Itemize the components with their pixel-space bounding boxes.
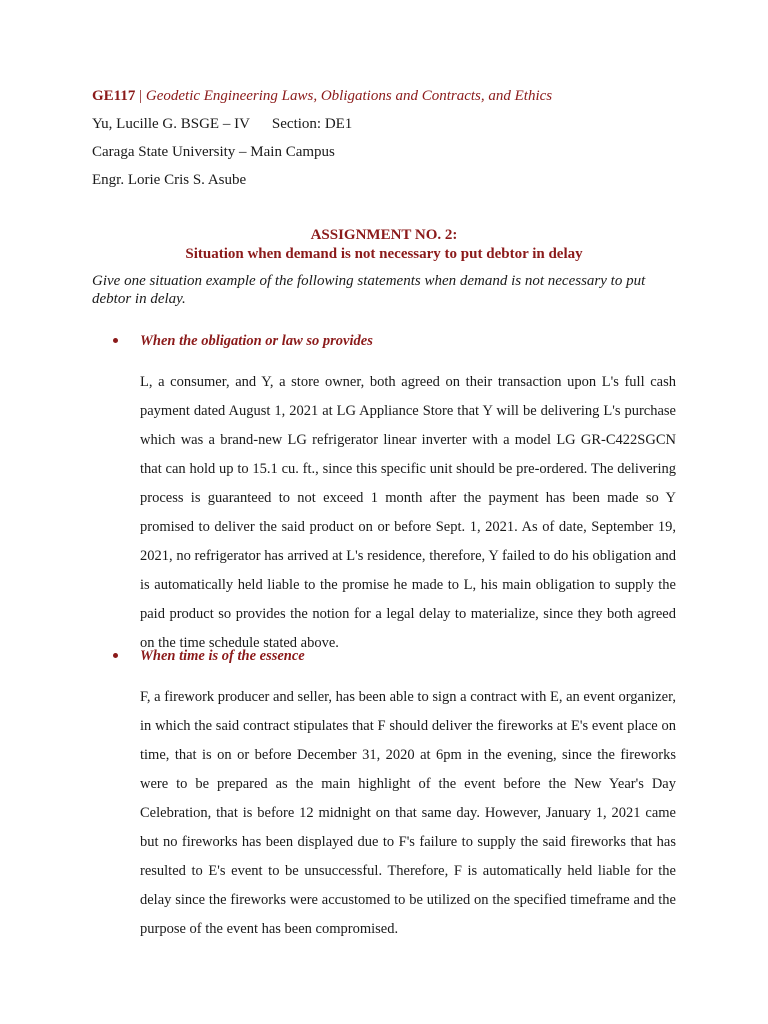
section-heading-1 [113, 331, 373, 351]
section-heading-text: When the obligation or law so provides [140, 333, 373, 349]
bullet-icon [113, 338, 118, 343]
university-line: Caraga State University – Main Campus [92, 144, 335, 160]
section-heading-text: When time is of the essence [140, 648, 305, 664]
bullet-icon [113, 653, 118, 658]
course-header [92, 86, 552, 106]
section-heading-2 [113, 646, 305, 666]
course-title: Geodetic Engineering Laws, Obligations and Contracts, and Ethics [145, 88, 553, 104]
student-line [92, 114, 352, 134]
assignment-number: ASSIGNMENT NO. 2: [310, 227, 458, 243]
assignment-prompt: Give one situation example of the following statements when demand is not necessary to put debtor in delay. [92, 273, 646, 307]
course-separator: | [139, 88, 143, 104]
student-name: Yu, Lucille G. BSGE – IV [92, 116, 250, 132]
section-paragraph-2: F, a firework producer and seller, has been able to sign a contract with E, an event organizer, in which the said contract stipulates that F should deliver the fireworks at E's event place on time, that is on or before December 31, 2020 at 6pm in the evening, since the fireworks were to be prepared as the main highlight of the event before the New Year's Day Celebration, that is before 12 midnight on that same day. However, January 1, 2021 came but no fireworks has been displayed due to F's failure to supply the said fireworks that has resulted to E's event to be unsuccessful. Therefore, F is automatically held liable for the delay since the fireworks were accustomed to be utilized on the specified timeframe and the purpose of the event has been compromised. [140, 689, 676, 937]
assignment-title: Situation when demand is not necessary to put debtor in delay [185, 246, 583, 262]
course-code: GE117 [92, 88, 136, 104]
section-paragraph-1: L, a consumer, and Y, a store owner, both agreed on their transaction upon L's full cash payment dated August 1, 2021 at LG Appliance Store that Y will be delivering L's purchase which was a brand-new LG refrigerator linear inverter with a model LG GR-C422SGCN that can hold up to 15.1 cu. ft., since this specific unit should be pre-ordered. The delivering process is guaranteed to not exceed 1 month after the payment has been made so Y promised to deliver the said product on or before Sept. 1, 2021. As of date, September 19, 2021, no refrigerator has arrived at L's residence, therefore, Y failed to do his obligation and is automatically held liable to the promise he made to L, his main obligation to supply the paid product so provides the notion for a legal delay to materialize, since they both agreed on the time schedule stated above. [140, 374, 676, 651]
section-label: Section: DE1 [271, 116, 353, 132]
instructor-line: Engr. Lorie Cris S. Asube [92, 172, 247, 188]
